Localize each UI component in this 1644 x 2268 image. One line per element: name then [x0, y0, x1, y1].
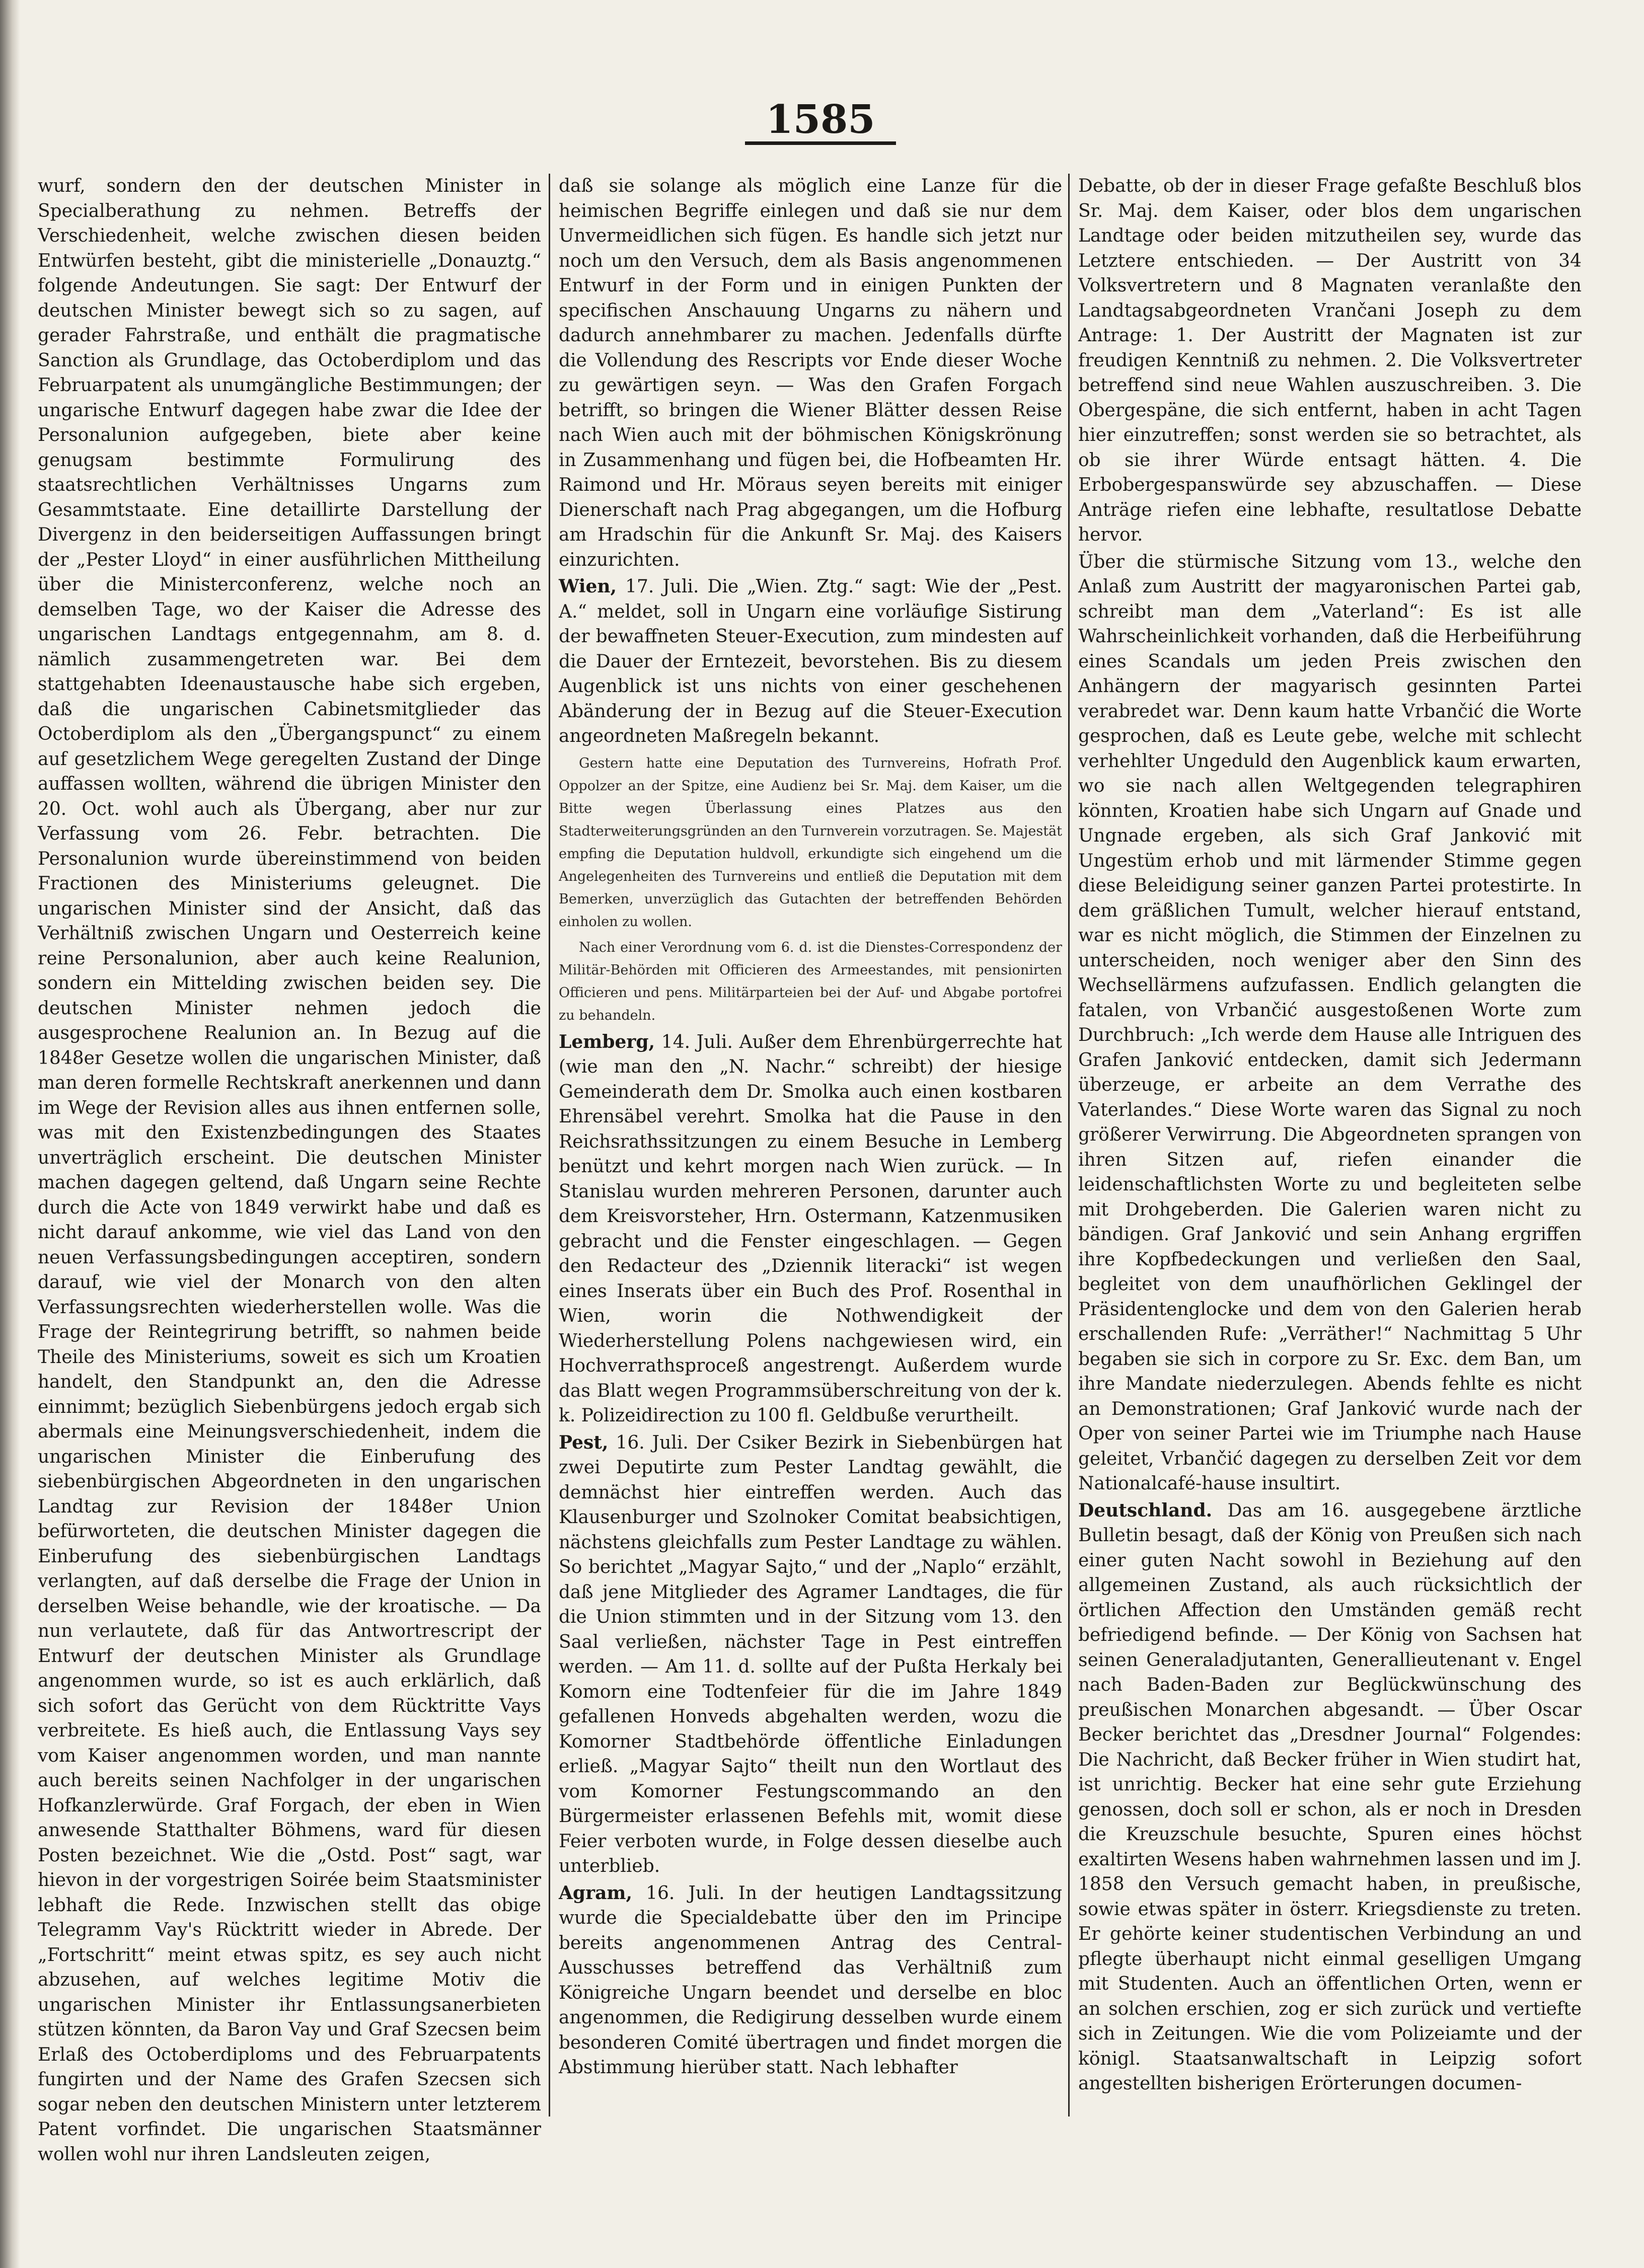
article-text: 16. Juli. In der heutigen Landtagssitzung wurde die Specialdebatte über den im Principe bereits angenommenen Antrag des Central-Ausschusses betreffend das Verhältniß zum Königreiche Ungarn beendet und derselbe en bloc angenommen, die Redigirung desselben wurde einem besonderen Comité übertragen und findet morgen die Abstimmung hierüber statt. Nach lebhafter — [559, 1882, 1062, 2078]
article-text: Über die stürmische Sitzung vom 13., welche den Anlaß zum Austritt der magyaronischen Partei gab, schreibt man dem „Vaterland“: Es ist alle Wahrscheinlichkeit vorhanden, daß die Herbeiführung eines Scandals um jeden Preis zwischen den Anhängern der magyarisch gesinnten Partei verabredet war. Denn kaum hatte Vrbančić die Worte gesprochen, daß es Leute gebe, welche mit schlecht verhehlter Ungeduld den Augenblick kaum erwarten, wo sie nach allen Weltgegenden telegraphiren könnten, Kroatien habe sich Ungarn auf Gnade und Ungnade ergeben, als sich Graf Janković mit Ungestüm erhob und mit lärmender Stimme gegen diese Beleidigung seiner ganzen Partei protestirte. In dem gräßlichen Tumult, welcher hierauf entstand, war es nicht möglich, die Stimmen der Einzelnen zu unterscheiden, noch weniger aber den Sinn des Wechsellärmens aufzufassen. Endlich gelangten die fatalen, von Vrbančić ausgestoßenen Worte zum Durchbruch: „Ich werde dem Hause alle Intriguen des Grafen Janković entdecken, damit sich Jedermann überzeuge, er arbeite an dem Verrathe des Vaterlandes.“ Diese Worte waren das Signal zu noch größerer Verwirrung. Die Abgeordneten sprangen von ihren Sitzen auf, riefen einander die leidenschaftlichsten Worte zu und begleiteten selbe mit Drohgeberden. Die Galerien waren nicht zu bändigen. Graf Janković und sein Anhang ergriffen ihre Kopfbedeckungen und verließen den Saal, begleitet von dem unaufhörlichen Geklingel der Präsidentenglocke und dem von den Galerien herab erschallenden Rufe: „Verräther!“ Nachmittag 5 Uhr begaben sie sich in corpore zu Sr. Exc. dem Ban, um ihre Mandate niederzulegen. Abends fehlte es nicht an Demonstrationen; Graf Janković wurde nach der Oper von seiner Partei wie im Triumphe nach Hause geleitet, Vrbančić dagegen zu derselben Zeit vor dem Nationalcafé-hause insultirt. — [1078, 551, 1582, 1494]
article-text: Debatte, ob der in dieser Frage gefaßte Beschluß blos Sr. Maj. dem Kaiser, oder blos dem ungarischen Landtage oder beiden mitzutheilen sey, wurde das Letztere entschieden. — Der Austritt von 34 Volksvertretern und 8 Magnaten veranlaßte den Landtagsabgeordneten Vrančani Joseph zu dem Antrage: 1. Der Austritt der Magnaten ist zur freudigen Kenntniß zu nehmen. 2. Die Volksvertreter betreffend sind neue Wahlen auszuschreiben. 3. Die Obergespäne, die sich entfernt, haben in acht Tagen hier einzutreffen; sonst werden sie so betrachtet, als ob sie ihrer Würde entsagt hätten. 4. Die Erbobergespanswürde sey abzuschaffen. — Diese Anträge riefen eine lebhafte, resultatlose Debatte hervor. — [1078, 176, 1582, 545]
dateline: Pest, — [559, 1431, 609, 1453]
page-edge-shadow — [0, 0, 20, 2268]
article-text: 16. Juli. Der Csiker Bezirk in Siebenbürgen hat zwei Deputirte zum Pester Landtag gewählt, die demnächst hier eintreffen werden. Auch das Klausenburger und Szolnoker Comitat beabsichtigen, nächstens gleichfalls zum Pester Landtage zu wählen. So berichtet „Magyar Sajto,“ und der „Naplo“ erzählt, daß jene Mitglieder des Agramer Landtages, die für die Union stimmten und in der Sitzung vom 13. den Saal verließen, nächster Tage in Pest eintreffen werden. — Am 11. d. sollte auf der Pußta Herkaly bei Komorn eine Todtenfeier für die im Jahre 1849 gefallenen Honveds abgehalten werden, wozu die Komorner Stadtbehörde öffentliche Einladungen erließ. „Magyar Sajto“ theilt nun den Wortlaut des vom Komorner Festungscommando an den Bürgermeister erlassenen Befehls mit, womit diese Feier verboten wurde, in Folge dessen dieselbe auch unterblieb. — [559, 1432, 1062, 1876]
notice-text: Nach einer Verordnung vom 6. d. ist die Dienstes-Correspondenz der Militär-Behörden mit Officieren des Armeestandes, mit pensionirten Officieren und pens. Militärparteien bei der Auf- und Abgabe portofrei zu behandeln. — [559, 939, 1062, 1023]
news-notice — [559, 936, 1062, 1027]
news-article — [559, 1030, 1062, 1428]
news-article — [1078, 1498, 1582, 2096]
column-3 — [1078, 174, 1582, 2116]
column-rule — [549, 174, 550, 2116]
news-article — [38, 174, 541, 2167]
article-text: Das am 16. ausgegebene ärztliche Bulletin besagt, daß der König von Preußen sich nach einer guten Nacht sowohl in Beziehung auf den allgemeinen Zustand, als auch rücksichtlich der örtlichen Affection den Umständen gemäß recht befriedigend befinde. — Der König von Sachsen hat seinen Generaladjutanten, Generallieutenant v. Engel nach Baden-Baden zur Beglückwünschung des preußischen Monarchen abgesandt. — Über Oscar Becker berichtet das „Dresdner Journal“ Folgendes: Die Nachricht, daß Becker früher in Wien studirt hat, ist unrichtig. Becker hat eine sehr gute Erziehung genossen, doch soll er schon, als er noch in Dresden die Kreuzschule besuchte, Spuren eines höchst exaltirten Wesens haben wahrnehmen lassen und im J. 1858 den Versuch gemacht haben, in preußische, sowie etwas später in österr. Kriegsdienste zu treten. Er gehörte keiner studentischen Verbindung an und pflegte überhaupt nicht einmal geselligen Umgang mit Studenten. Auch an öffentlichen Orten, wenn er an solchen erschien, zog er sich zurück und vertiefte sich in Zeitungen. Wie die vom Polizeiamte und der königl. Staatsanwaltschaft in Leipzig sofort angestellten bisherigen Erörterungen documen- — [1078, 1500, 1582, 2094]
page-number: 1585 — [745, 98, 896, 145]
article-text: 14. Juli. Außer dem Ehrenbürgerrechte hat (wie man den „N. Nachr.“ schreibt) der hiesige Gemeinderath dem Dr. Smolka auch einen kostbaren Ehrensäbel verehrt. Smolka hat die Pause in den Reichsrathssitzungen zu einem Besuche in Lemberg benützt und kehrt morgen nach Wien zurück. — In Stanislau wurden mehreren Personen, darunter auch dem Kreisvorsteher, Hrn. Ostermann, Katzenmusiken gebracht und die Fenster eingeschlagen. — Gegen den Redacteur des „Dziennik literacki“ ist wegen eines Inserats über ein Buch des Prof. Rosenthal in Wien, worin die Nothwendigkeit der Wiederherstellung Polens nachgewiesen wird, ein Hochverrathsproceß angestrengt. Außerdem wurde das Blatt wegen Programmsüberschreitung von der k. k. Polizeidirection zu 100 fl. Geldbuße verurtheilt. — [559, 1031, 1062, 1426]
news-article — [559, 1881, 1062, 2080]
article-text: daß sie solange als möglich eine Lanze für die heimischen Begriffe einlegen und daß sie nur dem Unvermeidlichen sich fügen. Es handle sich jetzt nur noch um den Versuch, dem als Basis angenommenen Entwurf in der Form und in einigen Punkten der specifischen Anschauung Ungarns zu nähern und dadurch annehmbarer zu machen. Jedenfalls dürfte die Vollendung des Rescripts vor Ende dieser Woche zu gewärtigen seyn. — Was den Grafen Forgach betrifft, so bringen die Wiener Blätter dessen Reise nach Wien auch mit der böhmischen Königskrönung in Zusammenhang und fügen bei, die Hofbeamten Hr. Raimond und Hr. Möraus seyen bereits mit einiger Dienerschaft nach Prag abgegangen, um die Hofburg am Hradschin für die Ankunft Sr. Maj. des Kaisers einzurichten. — [559, 176, 1062, 570]
news-article — [1078, 550, 1582, 1496]
news-article — [559, 1430, 1062, 1879]
column-2 — [559, 174, 1062, 2116]
notice-text: Gestern hatte eine Deputation des Turnvereins, Hofrath Prof. Oppolzer an der Spitze, eine Audienz bei Sr. Maj. dem Kaiser, um die Bitte wegen Überlassung eines Platzes aus den Stadterweiterungsgründen an den Turnverein vorzutragen. Se. Majestät empfing die Deputation huldvoll, erkundigte sich eingehend um die Angelegenheiten des Turnvereins und entließ die Deputation mit dem Bemerken, unverzüglich das Gutachten der betreffenden Behörden einholen zu wollen. — [559, 755, 1062, 930]
dateline: Wien, — [559, 576, 617, 597]
news-notice — [559, 752, 1062, 933]
column-rule — [1068, 174, 1070, 2116]
news-article — [1078, 174, 1582, 548]
news-article — [559, 174, 1062, 572]
column-1 — [38, 174, 541, 2165]
article-text: 17. Juli. Die „Wien. Ztg.“ sagt: Wie der „Pest. A.“ meldet, soll in Ungarn eine vorläufige Sistirung der bewaffneten Steuer-Execution, zum mindesten auf die Dauer der Erntezeit, bevorstehen. Bis zu diesem Augenblick ist uns nichts von einer geschehenen Abänderung der in Bezug auf die Steuer-Execution angeordneten Maßregeln bekannt. — [559, 576, 1062, 746]
news-article — [559, 574, 1062, 749]
dateline: Deutschland. — [1078, 1499, 1213, 1521]
dateline: Agram, — [559, 1882, 633, 1904]
dateline: Lemberg, — [559, 1031, 655, 1052]
article-text: wurf, sondern den der deutschen Minister in Specialberathung zu nehmen. Betreffs der Verschiedenheit, welche zwischen diesen beiden Entwürfen besteht, gibt die ministerielle „Donauztg.“ folgende Andeutungen. Sie sagt: Der Entwurf der deutschen Minister bewegt sich so zu sagen, auf gerader Fahrstraße, und enthält die pragmatische Sanction als Grundlage, das Octoberdiplom und das Februarpatent als unumgängliche Bestimmungen; der ungarische Entwurf dagegen habe zwar die Idee der Personalunion aufgegeben, biete aber keine genugsam bestimmte Formulirung des staatsrechtlichen Verhältnisses Ungarns zum Gesammtstaate. Eine detaillirte Darstellung der Divergenz in den beiderseitigen Auffassungen bringt der „Pester Lloyd“ in einer ausführlichen Mittheilung über die Ministerconferenz, welche noch an demselben Tage, wo der Kaiser die Adresse des ungarischen Landtags entgegennahm, am 8. d. nämlich zusammengetreten war. Bei dem stattgehabten Ideenaustausche habe sich ergeben, daß die ungarischen Cabinetsmitglieder das Octoberdiplom als den „Übergangspunct“ zu einem auf gesetzlichem Wege geregelten Zustand der Dinge auffassen wollten, während die übrigen Minister den 20. Oct. wohl auch als Übergang, aber nur zur Verfassung vom 26. Febr. betrachten. Die Personalunion wurde übereinstimmend von beiden Fractionen des Ministeriums geleugnet. Die ungarischen Minister sind der Ansicht, daß das Verhältniß zwischen Ungarn und Oesterreich keine reine Personalunion, aber auch keine Realunion, sondern ein Mittelding zwischen beiden sey. Die deutschen Minister nehmen jedoch die ausgesprochene Realunion an. In Bezug auf die 1848er Gesetze wollen die ungarischen Minister, daß man deren formelle Rechtskraft anerkennen und dann im Wege der Revision alles aus ihnen entfernen solle, was mit den Existenzbedingungen des Staates unverträglich erscheint. Die deutschen Minister machen dagegen geltend, daß Ungarn seine Rechte durch die Acte von 1849 verwirkt habe und daß es nicht darauf ankomme, wie viel das Land von den neuen Verfassungsbedingungen acceptiren, sondern darauf, wie viel der Monarch von den alten Verfassungsrechten wiederherstellen wolle. Was die Frage der Reintegrirung betrifft, so nahmen beide Theile des Ministeriums, soweit es sich um Kroatien handelt, den Standpunkt an, den die Adresse einnimmt; bezüglich Siebenbürgens jedoch ergab sich abermals eine Meinungsverschiedenheit, indem die ungarischen Minister die Einberufung des siebenbürgischen Abgeordneten in den ungarischen Landtag zur Revision der 1848er Union befürworteten, die deutschen Minister dagegen die Einberufung des siebenbürgischen Landtags verlangten, auf daß derselbe die Frage der Union in derselben Weise behandle, wie der kroatische. — Da nun verlautete, daß für das Antwortrescript der Entwurf der deutschen Minister als Grundlage angenommen wurde, so ist es auch erklärlich, daß sich sofort das Gerücht von dem Rücktritte Vays verbreitete. Es hieß auch, die Entlassung Vays sey vom Kaiser angenommen worden, und man nannte auch bereits seinen Nachfolger in der ungarischen Hofkanzlerwürde. Graf Forgach, der eben in Wien anwesende Statthalter Böhmens, ward für diesen Posten bezeichnet. Wie die „Ostd. Post“ sagt, war hievon in der vorgestrigen Soirée beim Staatsminister lebhaft die Rede. Inzwischen stellt das obige Telegramm Vay's Rücktritt wieder in Abrede. Der „Fortschritt“ meint etwas spitz, es sey auch nicht abzusehen, auf welches legitime Motiv die ungarischen Minister ihr Entlassungsanerbieten stützen könnten, da Baron Vay und Graf Szecsen beim Erlaß des Octoberdiploms und des Februarpatents fungirten und der Name des Grafen Szecsen sich sogar neben den deutschen Ministern unter letzterem Patent vorfindet. Die ungarischen Staatsmänner wollen wohl nur ihren Landsleuten zeigen, — [38, 176, 541, 2165]
